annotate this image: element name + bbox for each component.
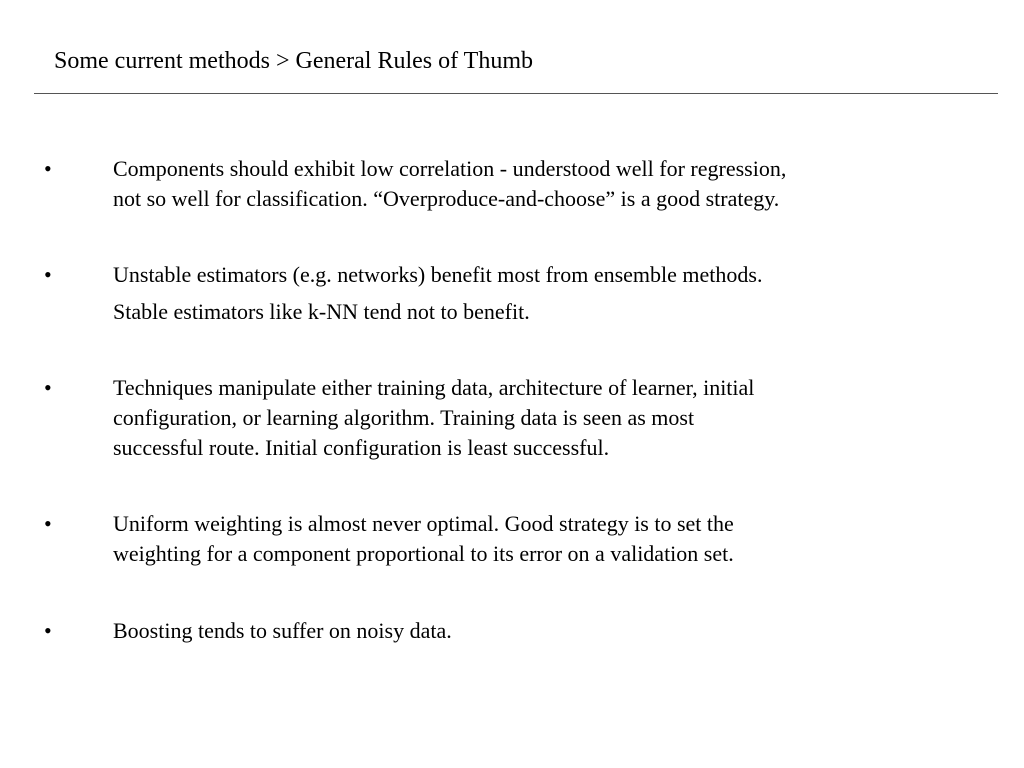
bullet-text bbox=[113, 373, 1013, 463]
bullet-line: not so well for classification. “Overproduce-and-choose” is a good strategy. bbox=[113, 186, 780, 211]
bullet-line: Components should exhibit low correlation - understood well for regression, bbox=[113, 156, 787, 181]
bullet-line: Boosting tends to suffer on noisy data. bbox=[113, 618, 452, 643]
bullet-marker: • bbox=[44, 618, 52, 643]
bullet-text bbox=[113, 260, 1013, 327]
bullet-marker: • bbox=[44, 262, 52, 287]
bullet-marker: • bbox=[44, 156, 52, 181]
bullet-line: Techniques manipulate either training data, architecture of learner, initial bbox=[113, 375, 755, 400]
bullet-line: configuration, or learning algorithm. Training data is seen as most bbox=[113, 405, 695, 430]
bullet-marker: • bbox=[44, 375, 52, 400]
bullet-line: Unstable estimators (e.g. networks) benefit most from ensemble methods. bbox=[113, 262, 763, 287]
bullet-text bbox=[113, 509, 1013, 569]
slide-title: Some current methods > General Rules of Thumb bbox=[54, 48, 533, 74]
bullet-text bbox=[113, 616, 1013, 646]
bullet-line: Stable estimators like k-NN tend not to benefit. bbox=[113, 299, 530, 324]
bullet-line: Uniform weighting is almost never optimal. Good strategy is to set the bbox=[113, 511, 734, 536]
bullet-line: successful route. Initial configuration is least successful. bbox=[113, 435, 610, 460]
bullet-line: weighting for a component proportional to its error on a validation set. bbox=[113, 541, 734, 566]
bullet-marker: • bbox=[44, 511, 52, 536]
bullet-text bbox=[113, 154, 1013, 214]
